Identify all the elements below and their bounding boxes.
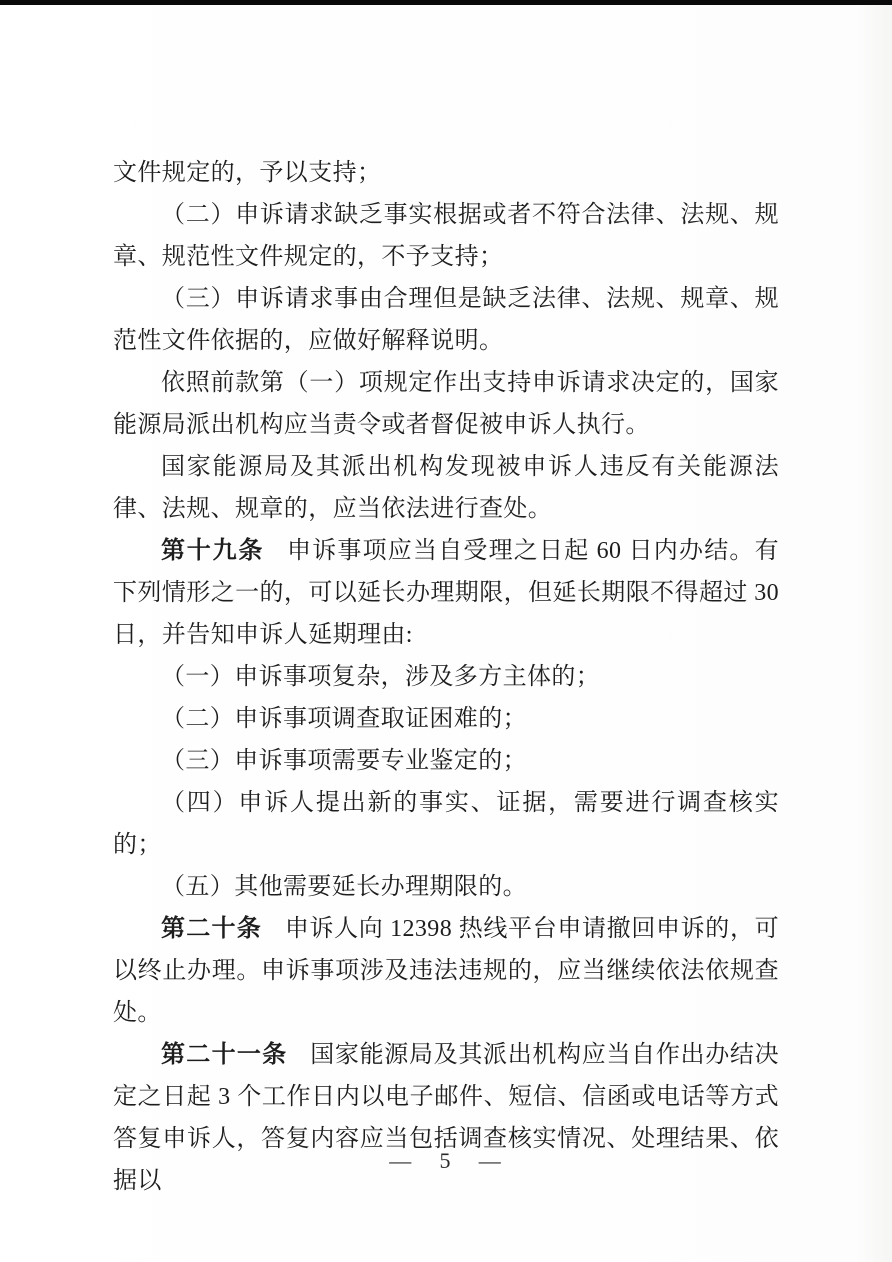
article-19-item-1 bbox=[113, 656, 779, 698]
article-19-item-3 bbox=[113, 740, 779, 782]
paragraph-text: （二）申诉事项调查取证困难的； bbox=[161, 706, 527, 732]
article-20 bbox=[113, 908, 779, 1034]
document-body bbox=[113, 152, 779, 1202]
paragraph-text: （三）申诉请求事由合理但是缺乏法律、法规、规章、规范性文件依据的，应做好解释说明。 bbox=[113, 286, 779, 354]
list-item-2 bbox=[113, 194, 779, 278]
paragraph-text: （五）其他需要延长办理期限的。 bbox=[161, 874, 527, 900]
paragraph-violation-check bbox=[113, 446, 779, 530]
page-footer bbox=[0, 1148, 892, 1174]
scan-edge-top bbox=[0, 0, 892, 5]
article-19-item-5 bbox=[113, 866, 779, 908]
article-21 bbox=[113, 1034, 779, 1202]
paragraph-text: （四）申诉人提出新的事实、证据，需要进行调查核实的； bbox=[113, 790, 779, 858]
paragraph-text: 国家能源局及其派出机构发现被申诉人违反有关能源法律、法规、规章的，应当依法进行查处。 bbox=[113, 454, 779, 522]
paragraph-text: （二）申诉请求缺乏事实根据或者不符合法律、法规、规章、规范性文件规定的，不予支持； bbox=[113, 202, 779, 270]
paragraph-text: 依照前款第（一）项规定作出支持申诉请求决定的，国家能源局派出机构应当责令或者督促被申诉人执行。 bbox=[113, 370, 779, 438]
article-19-item-2 bbox=[113, 698, 779, 740]
article-19-number: 第十九条 bbox=[161, 537, 265, 564]
article-20-number: 第二十条 bbox=[161, 915, 263, 942]
paragraph-text: （三）申诉事项需要专业鉴定的； bbox=[161, 748, 527, 774]
page-number: — 5 — bbox=[389, 1148, 503, 1173]
list-item-3 bbox=[113, 278, 779, 362]
paragraph-text: 申诉事项应当自受理之日起 60 日内办结。有下列情形之一的，可以延长办理期限，但延长期限不得超过 30 日，并告知申诉人延期理由: bbox=[113, 538, 779, 648]
paragraph-text: 申诉人向 12398 热线平台申请撤回申诉的，可以终止办理。申诉事项涉及违法违规的，应当继续依法依规查处。 bbox=[113, 916, 780, 1026]
paragraph-enforcement bbox=[113, 362, 779, 446]
paragraph-text: （一）申诉事项复杂，涉及多方主体的； bbox=[161, 664, 601, 690]
paragraph-continuation bbox=[113, 152, 779, 194]
article-19 bbox=[113, 530, 779, 656]
paragraph-text: 国家能源局及其派出机构应当自作出办结决定之日起 3 个工作日内以电子邮件、短信、信函或电话等方式答复申诉人，答复内容应当包括调查核实情况、处理结果、依据以 bbox=[113, 1042, 779, 1194]
article-19-item-4 bbox=[113, 782, 779, 866]
article-21-number: 第二十一条 bbox=[161, 1041, 288, 1068]
paragraph-text: 文件规定的，予以支持； bbox=[113, 160, 382, 186]
